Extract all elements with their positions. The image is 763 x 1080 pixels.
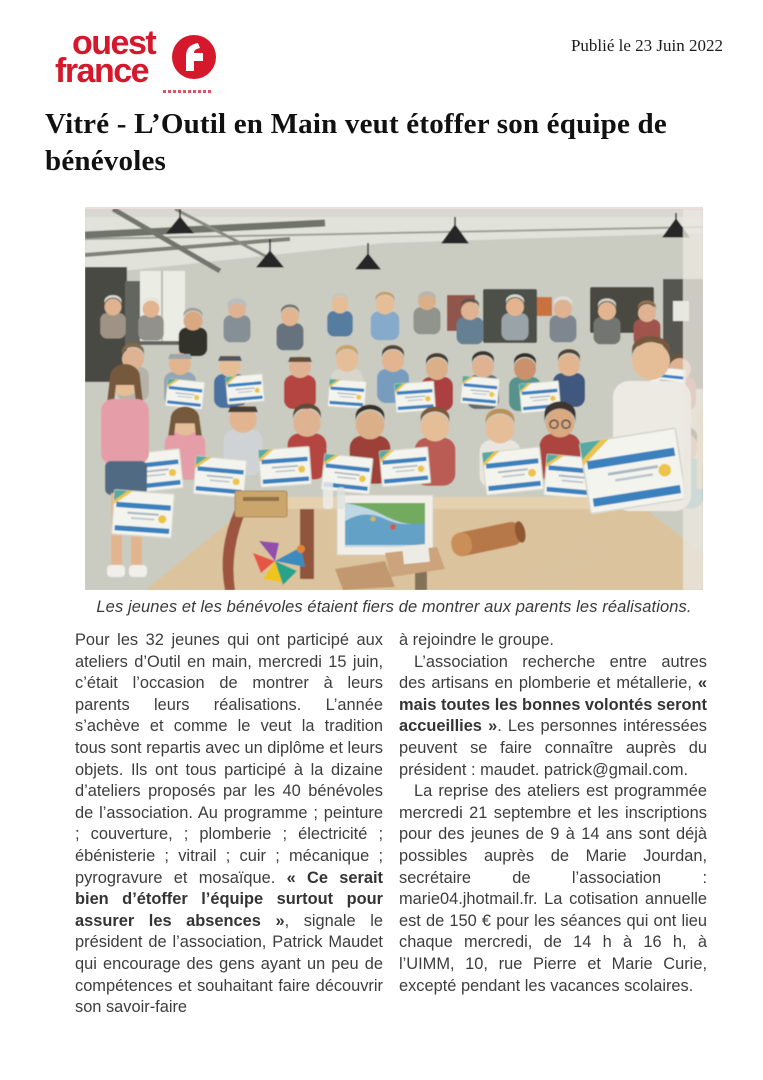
ouest-france-circle-icon: [171, 34, 217, 80]
quote-president: « Ce serait bien d’étoffer l’équipe surtout pour assurer les absences »: [75, 868, 383, 930]
logo-line2: france: [55, 52, 149, 90]
article-figure: [85, 207, 703, 617]
paragraph-1-continued: à rejoindre le groupe.: [399, 631, 554, 649]
logo-line1: ouest: [72, 24, 156, 62]
group-photo-illustration: [85, 209, 703, 590]
quote-volunteers: « mais toutes les bonnes volontés seront accueillies »: [399, 674, 707, 736]
paragraph-2: [399, 652, 707, 782]
paragraph-3: La reprise des ateliers est programmée mercredi 21 septembre et les inscriptions pour des jeunes de 9 à 14 ans sont déjà possibles auprès de Marie Jourdan, secrétaire de l’association : marie04.jhotmail.fr. La cotisation annuelle est de 150 € pour les séances qui ont lieu chaque mercredi, de 14 h à 16 h, à l’UIMM, 10, rue Pierre et Marie Curie, excepté pendant les vacances scolaires.: [399, 782, 707, 995]
photo-caption: Les jeunes et les bénévoles étaient fiers de montrer aux parents les réalisations.: [96, 598, 692, 616]
paragraph-1: [75, 630, 383, 1019]
paragraph-1-text: Pour les 32 jeunes qui ont participé aux ateliers d’Outil en main, mercredi 15 juin, c’était l’occasion de montrer à leurs parents leurs réalisations. L’année s’achève et comme le veut la tradition tous sont repartis avec un diplôme et leurs objets. Ils ont tous participé à la dizaine d’ateliers proposés par les 40 bénévoles de l’association. Au programme ; peinture ; couverture, ; plomberie ; électricité ; ébénisterie ; vitrail ; cuir ; mécanique ; pyrogravure et mosaïque.: [75, 631, 383, 887]
logo-tagline: [163, 90, 213, 93]
article-column-left: [75, 630, 383, 1019]
article-body: [75, 630, 707, 1019]
article-photo: [85, 207, 703, 590]
masthead: [0, 0, 763, 110]
paragraph-1-text-end: , signale le président de l’association, Patrick Maudet qui encourage des gens ayant un peu de compétences et souhaitant faire découvrir son savoir-faire: [75, 911, 383, 1017]
article-column-right: [399, 630, 707, 1019]
paragraph-2-text: L’association recherche entre autres des artisans en plomberie et métallerie,: [399, 652, 707, 693]
paragraph-2-text-end: . Les personnes intéressées peuvent se faire connaître auprès du président : maudet. patrick@gmail.com.: [399, 717, 707, 779]
ouest-france-logo: [55, 24, 215, 102]
publish-date: Publié le 23 Juin 2022: [570, 36, 723, 55]
headline: Vitré - L’Outil en Main veut étoffer son équipe de bénévoles: [45, 108, 667, 177]
